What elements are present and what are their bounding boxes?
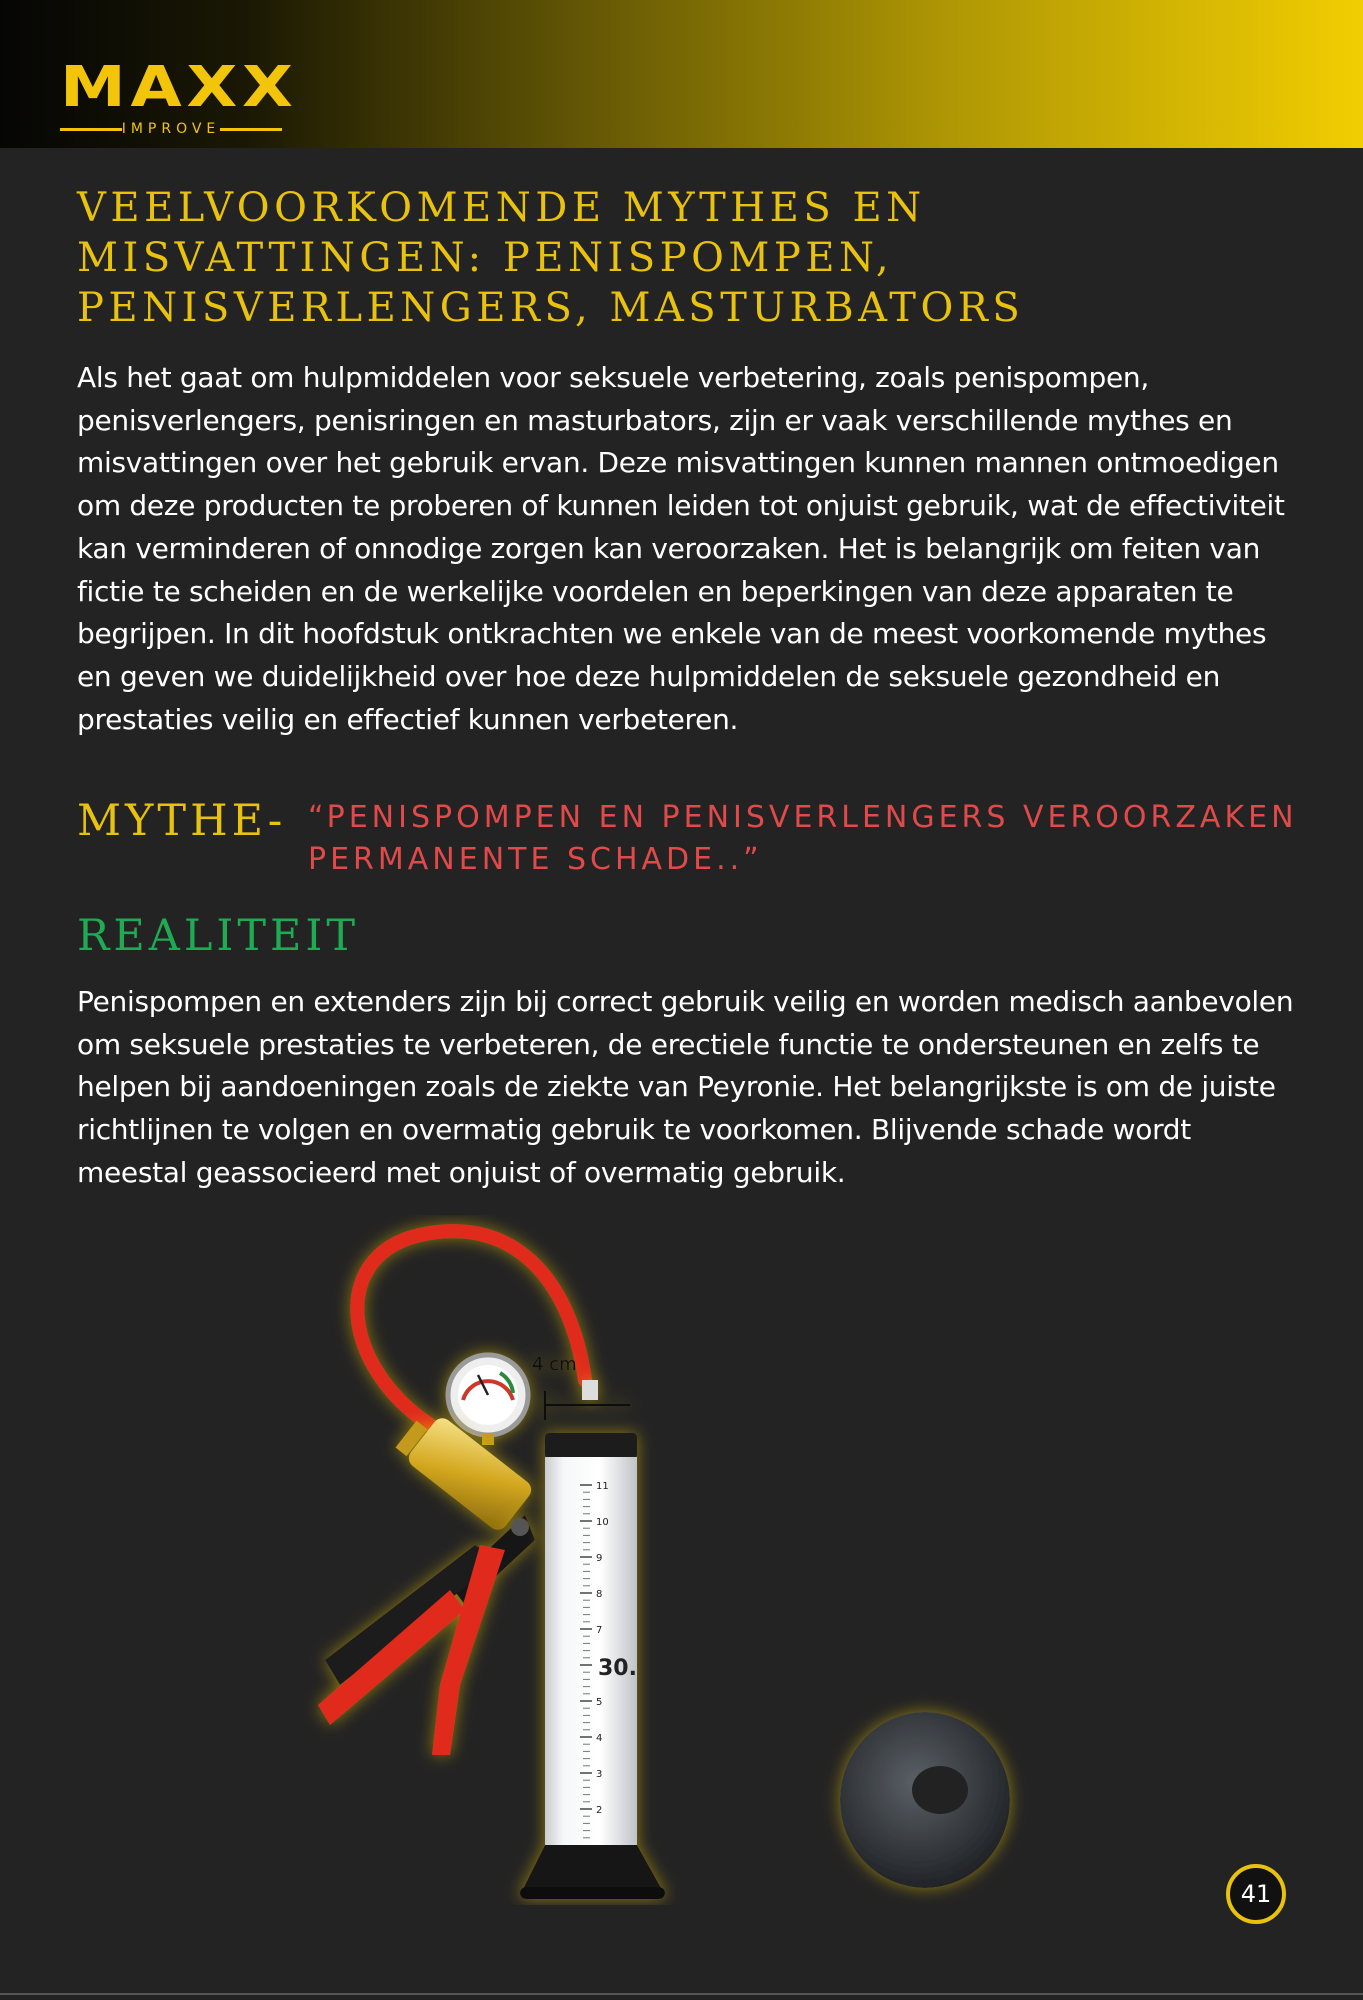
myth-quote: “PENISPOMPEN EN PENISVERLENGERS VEROORZAKEN PERMANENTE SCHADE..” [308,800,1298,877]
scale-label: 10 [596,1517,609,1528]
scale-label: 4 [596,1733,603,1744]
scale-label: 3 [596,1769,603,1780]
logo-subtitle-text: IMPROVE [121,121,221,137]
scale-label: 2 [596,1805,603,1816]
scale-label: 7 [596,1625,603,1636]
brass-pump-handle [396,1414,536,1534]
page-header [0,0,1363,148]
myth-label: MYTHE- [77,796,287,846]
pump-grip [318,1515,535,1755]
scale-label: 11 [596,1481,609,1492]
intro-paragraph: Als het gaat om hulpmiddelen voor seksuele verbetering, zoals penispompen, penisverlengers, penisringen en masturbators, zijn er vaak verschillende mythes en misvattingen over het gebruik ervan. Deze misvattingen kunnen mannen ontmoedigen om deze producten te proberen of kunnen leiden tot onjuist gebruik, wat de effectiviteit kan verminderen of onnodige zorgen kan veroorzaken. Het is belangrijk om feiten van fictie te scheiden en de werkelijke voordelen en beperkingen van deze apparaten te begrijpen. In dit hoofdstuk ontkrachten we enkele van de meest voorkomende mythes en geven we duidelijkheid over hoe deze hulpmiddelen de seksuele gezondheid en prestaties veilig en effectief kunnen verbeteren. [77,361,1285,736]
reality-paragraph: Penispompen en extenders zijn bij correct gebruik veilig en worden medisch aanbevolen om seksuele prestaties te verbeteren, de erectiele functie te ondersteunen en zelfs te helpen bij aandoeningen zoals de ziekte van Peyronie. Het belangrijkste is om de juiste richtlijnen te volgen en overmatig gebruik te voorkomen. Blijvende schade wordt meestal geassocieerd met onjuist of overmatig gebruik. [77,985,1294,1189]
vacuum-cylinder [520,1354,665,1899]
logo-subtitle [60,120,282,138]
penis-pump-illustration [300,1215,1060,1905]
scale-label: 9 [596,1553,603,1564]
maxx-logo [60,55,298,142]
page-bottom-rule [0,1993,1363,1995]
page-title: VEELVOORKOMENDE MYTHES EN MISVATTINGEN: PENISPOMPEN, PENISVERLENGERS, MASTURBATORS [77,185,1025,331]
reality-label: REALITEIT [77,911,360,961]
scale-label: 30. [598,1656,637,1681]
scale-label: 8 [596,1589,603,1600]
dimension-label: 4 cm [532,1354,577,1375]
pump-sleeve-ring [840,1712,1010,1888]
scale-label: 5 [596,1697,603,1708]
page-number: 41 [1226,1864,1286,1924]
logo-text: MAXX [60,55,298,120]
